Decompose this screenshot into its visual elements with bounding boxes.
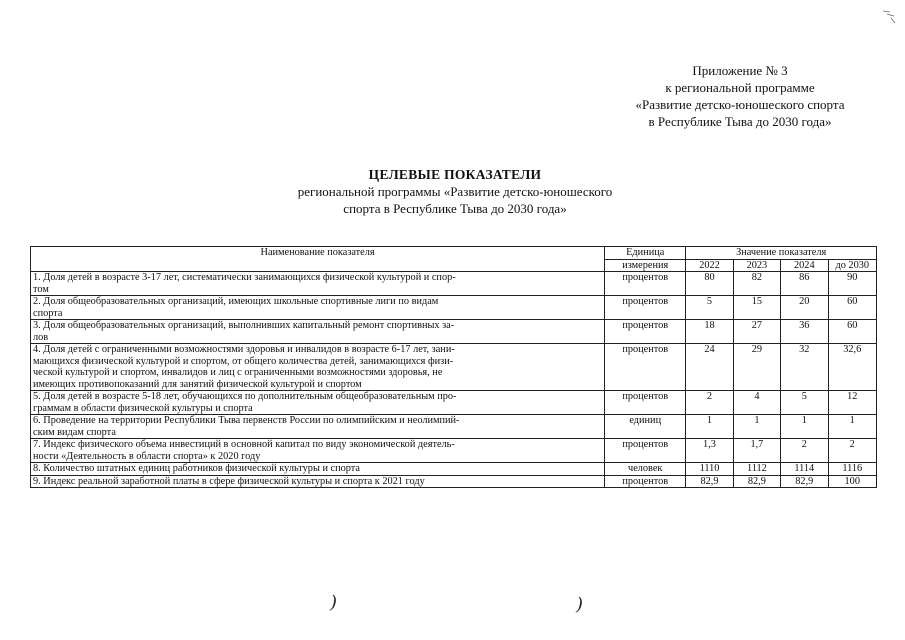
table-row [31, 344, 877, 391]
indicator-name: 2. Доля общеобразовательных организаций, имеющих школьные спортивные лиги по видам спорта [31, 296, 605, 320]
table-row [31, 272, 877, 296]
header-unit-top: Единица [605, 247, 686, 260]
header-year: до 2030 [828, 259, 877, 272]
table-row [31, 391, 877, 415]
table-row [31, 439, 877, 463]
header-values-group: Значение показателя [686, 247, 877, 260]
indicator-value: 90 [828, 272, 877, 296]
indicator-value: 4 [733, 391, 780, 415]
indicator-value: 20 [781, 296, 828, 320]
table-row [31, 463, 877, 476]
indicator-value: 100 [828, 475, 877, 488]
indicator-value: 2 [828, 439, 877, 463]
indicator-name: 6. Проведение на территории Республики Тыва первенств России по олимпийским и неолимпий- ским видам спорта [31, 415, 605, 439]
page-title: ЦЕЛЕВЫЕ ПОКАЗАТЕЛИ [368, 167, 542, 182]
indicator-value: 32 [781, 344, 828, 391]
indicator-unit: процентов [605, 272, 686, 296]
indicator-value: 5 [781, 391, 828, 415]
indicator-name: 5. Доля детей в возрасте 5-18 лет, обучающихся по дополнительным общеобразовательным про- граммам в области физической культуры и спорта [31, 391, 605, 415]
header-year: 2024 [781, 259, 828, 272]
appendix-block [560, 62, 905, 130]
table-row [31, 296, 877, 320]
indicator-value: 1110 [686, 463, 733, 476]
indicator-value: 1112 [733, 463, 780, 476]
appendix-line: в Республике Тыва до 2030 года» [648, 114, 832, 129]
indicator-unit: процентов [605, 296, 686, 320]
title-block [205, 166, 705, 217]
indicator-name: 8. Количество штатных единиц работников физической культуры и спорта [31, 463, 605, 476]
indicator-value: 1 [686, 415, 733, 439]
indicator-name: 1. Доля детей в возрасте 3-17 лет, систематически занимающихся физической культурой и спор- том [31, 272, 605, 296]
indicator-value: 32,6 [828, 344, 877, 391]
header-year: 2022 [686, 259, 733, 272]
indicator-value: 1 [828, 415, 877, 439]
indicator-value: 1 [781, 415, 828, 439]
indicator-value: 2 [686, 391, 733, 415]
indicator-unit: процентов [605, 320, 686, 344]
indicator-value: 36 [781, 320, 828, 344]
indicator-value: 27 [733, 320, 780, 344]
indicator-unit: человек [605, 463, 686, 476]
appendix-line: «Развитие детско-юношеского спорта [635, 97, 845, 112]
indicator-value: 82 [733, 272, 780, 296]
indicator-name: 3. Доля общеобразовательных организаций, выполнивших капитальный ремонт спортивных за- лов [31, 320, 605, 344]
indicator-value: 80 [686, 272, 733, 296]
indicator-value: 1114 [781, 463, 828, 476]
table-row [31, 415, 877, 439]
indicator-unit: процентов [605, 391, 686, 415]
subtitle-line: региональной программы «Развитие детско-юношеского [297, 184, 613, 199]
appendix-line: Приложение № 3 [692, 63, 788, 78]
table-row [31, 475, 877, 488]
header-name: Наименование показателя [31, 247, 605, 272]
indicator-unit: процентов [605, 475, 686, 488]
appendix-line: к региональной программе [665, 80, 815, 95]
indicator-unit: процентов [605, 344, 686, 391]
indicator-value: 1,3 [686, 439, 733, 463]
indicator-value: 15 [733, 296, 780, 320]
indicator-name: 4. Доля детей с ограниченными возможностями здоровья и инвалидов в возрасте 6-17 лет, зани- мающихся физической культурой и спортом, от общего количества детей, занимающихся физи- ческой культурой и спортом, инвалидов и лиц с ограниченными возможностями здоровья, не имеющих противопоказаний для занятий физической культурой и спортом [31, 344, 605, 391]
indicator-name: 9. Индекс реальной заработной платы в сфере физической культуры и спорта к 2021 году [31, 475, 605, 488]
handwritten-mark: ) [330, 592, 338, 613]
indicator-value: 29 [733, 344, 780, 391]
header-unit-bottom: измерения [605, 259, 686, 272]
indicator-value: 1 [733, 415, 780, 439]
indicators-table [30, 246, 877, 488]
indicator-name: 7. Индекс физического объема инвестиций в основной капитал по виду экономической деятель- ности «Деятельность в области спорта» к 2020 году [31, 439, 605, 463]
indicator-value: 1116 [828, 463, 877, 476]
indicator-value: 60 [828, 320, 877, 344]
indicator-value: 24 [686, 344, 733, 391]
indicator-unit: единиц [605, 415, 686, 439]
indicator-value: 82,9 [686, 475, 733, 488]
indicator-value: 82,9 [733, 475, 780, 488]
subtitle-line: спорта в Республике Тыва до 2030 года» [343, 201, 567, 216]
indicator-value: 82,9 [781, 475, 828, 488]
indicator-value: 18 [686, 320, 733, 344]
indicator-value: 2 [781, 439, 828, 463]
indicator-value: 60 [828, 296, 877, 320]
header-year: 2023 [733, 259, 780, 272]
handwritten-mark: ) [576, 594, 584, 615]
indicator-value: 12 [828, 391, 877, 415]
indicator-value: 5 [686, 296, 733, 320]
table-row [31, 320, 877, 344]
indicator-value: 1,7 [733, 439, 780, 463]
corner-scribble-mark [882, 8, 896, 24]
indicator-value: 86 [781, 272, 828, 296]
indicator-unit: процентов [605, 439, 686, 463]
table-body [31, 272, 877, 488]
